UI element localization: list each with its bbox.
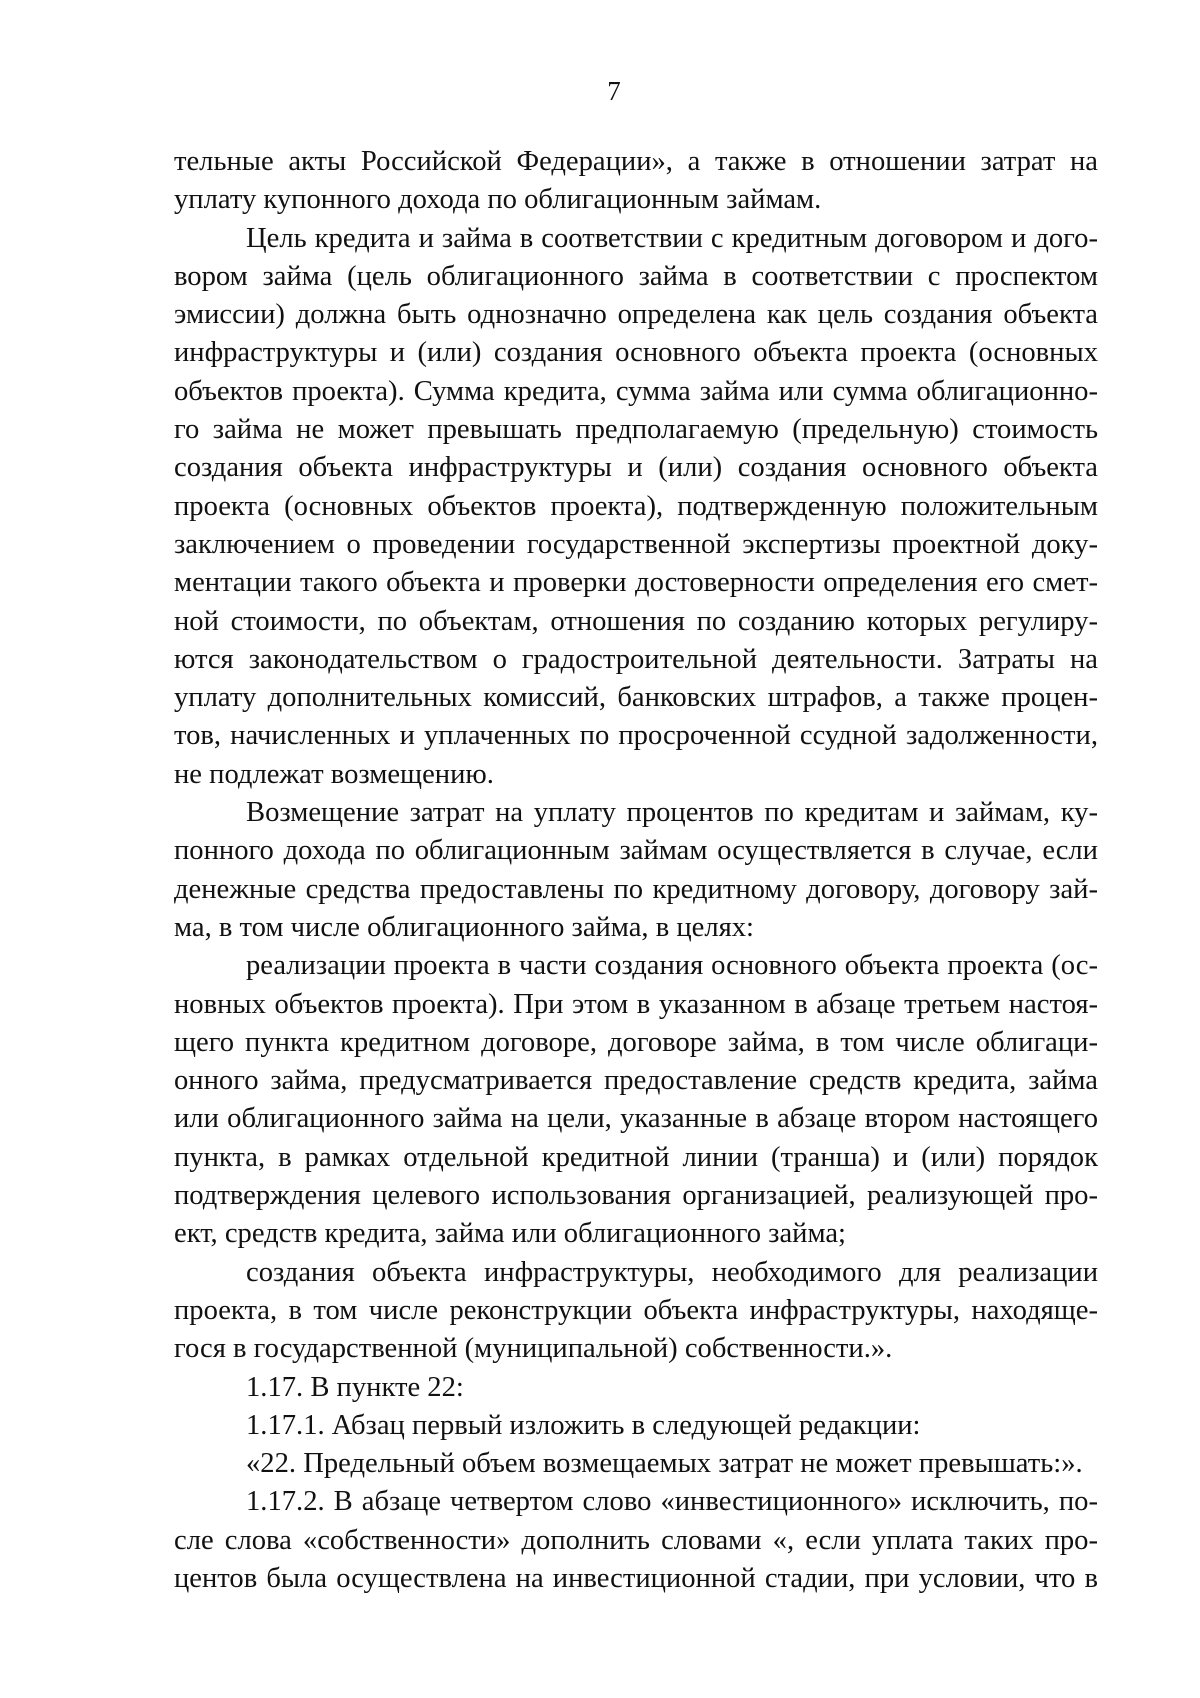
text-line: ной стоимости, по объектам, отношения по созданию которых регулиру- [174,605,1098,637]
text-line: 1.17.2. В абзаце четвертом слово «инвестиционного» исключить, по- [246,1486,1098,1518]
text-line: 1.17.1. Абзац первый изложить в следующей редакции: [246,1409,921,1441]
text-line: тельные акты Российской Федерации», а также в отношении затрат на [174,146,1098,177]
paragraph [174,220,1098,794]
text-line: го займа не может превышать предполагаемую (предельную) стоимость [174,414,1098,446]
text-line: Цель кредита и займа в соответствии с кредитным договором и дого- [246,222,1098,254]
paragraph [174,1369,1098,1407]
text-line: ются законодательством о градостроительной деятельности. Затраты на [174,643,1098,675]
text-line: понного дохода по облигационным займам осуществляется в случае, если [174,835,1098,867]
document-body [174,143,1098,1598]
text-line: гося в государственной (муниципальной) собственности.». [174,1333,893,1365]
text-line: ментации такого объекта и проверки достоверности определения его смет- [174,567,1098,599]
text-line: подтверждения целевого использования организацией, реализующей про- [174,1180,1098,1212]
text-line: или облигационного займа на цели, указанные в абзаце втором настоящего [174,1103,1098,1135]
text-line: пункта, в рамках отдельной кредитной линии (транша) и (или) порядок [174,1141,1098,1173]
text-line: уплату дополнительных комиссий, банковских штрафов, а также процен- [174,682,1098,714]
text-line: уплату купонного дохода по облигационным займам. [174,184,822,216]
text-line: объектов проекта). Сумма кредита, сумма займа или сумма облигационно- [174,375,1098,407]
text-line: онного займа, предусматривается предоставление средств кредита, займа [174,1065,1098,1097]
text-line: Возмещение затрат на уплату процентов по кредитам и займам, ку- [246,797,1098,829]
text-line: 1.17. В пункте 22: [246,1371,464,1403]
text-line: денежные средства предоставлены по кредитному договору, договору зай- [174,873,1098,905]
text-line: щего пункта кредитном договоре, договоре займа, в том числе облигаци- [174,1026,1098,1058]
paragraph [174,1445,1098,1483]
text-line: новных объектов проекта). При этом в указанном в абзаце третьем настоя- [174,988,1098,1020]
text-line: тов, начисленных и уплаченных по просроченной ссудной задолженности, [174,720,1098,752]
text-line: ект, средств кредита, займа или облигационного займа; [174,1218,846,1250]
text-line: центов была осуществлена на инвестиционной стадии, при условии, что в [174,1562,1098,1594]
page-number: 7 [607,76,621,106]
paragraph [174,1407,1098,1445]
paragraph [174,1483,1098,1598]
text-line: заключением о проведении государственной экспертизы проектной доку- [174,528,1098,560]
paragraph [174,947,1098,1253]
text-line: вором займа (цель облигационного займа в соответствии с проспектом [174,260,1098,292]
text-line: создания объекта инфраструктуры, необходимого для реализации [246,1256,1098,1288]
paragraph [174,1254,1098,1369]
text-line: не подлежат возмещению. [174,758,494,790]
text-line: проекта (основных объектов проекта), подтвержденную положительным [174,490,1098,522]
text-line: реализации проекта в части создания основного объекта проекта (ос- [246,950,1098,982]
paragraph [174,794,1098,947]
text-line: «22. Предельный объем возмещаемых затрат не может превышать:». [246,1448,1083,1480]
paragraph [174,143,1098,220]
text-line: сле слова «собственности» дополнить словами «, если уплата таких про- [174,1524,1098,1556]
text-line: создания объекта инфраструктуры и (или) создания основного объекта [174,452,1098,484]
text-line: ма, в том числе облигационного займа, в целях: [174,911,755,943]
text-line: проекта, в том числе реконструкции объекта инфраструктуры, находяще- [174,1294,1098,1326]
text-line: эмиссии) должна быть однозначно определена как цель создания объекта [174,299,1098,331]
text-line: инфраструктуры и (или) создания основного объекта проекта (основных [174,337,1098,369]
